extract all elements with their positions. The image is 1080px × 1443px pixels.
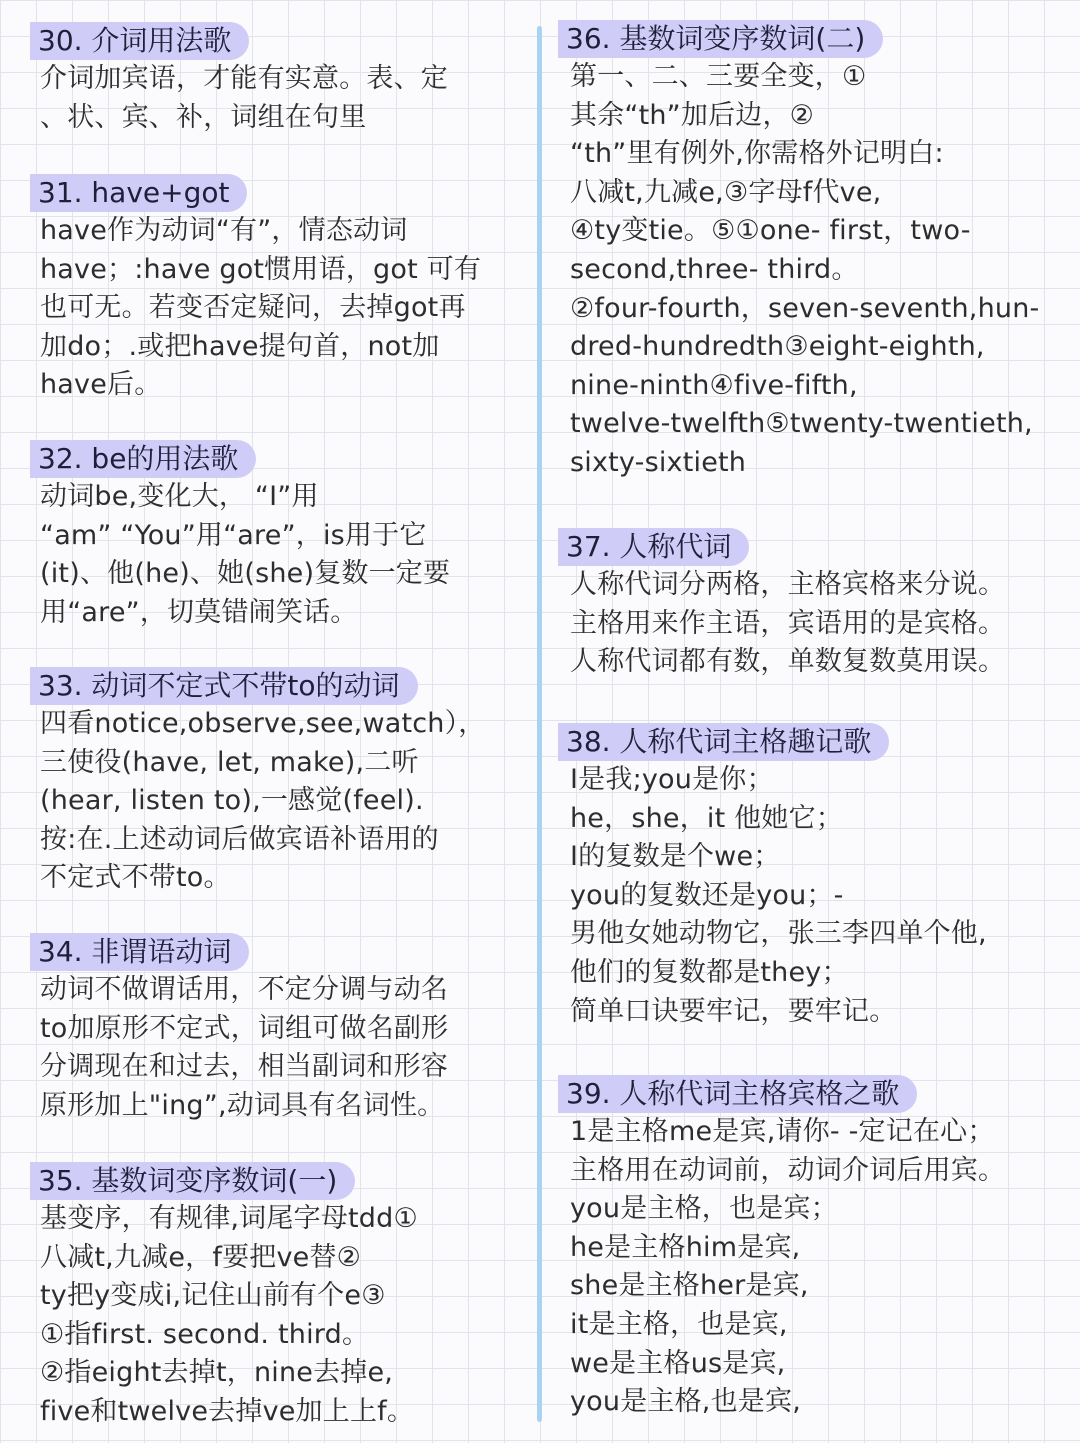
body-line: we是主格us是宾, [570, 1347, 786, 1379]
body-line: 八减t,九减e,③字母f代ve, [570, 176, 882, 208]
section-37 [558, 528, 1005, 682]
body-line: (it)、他(he)、她(she)复数一定要 [40, 558, 451, 590]
body-line: 分调现在和过去，相当副词和形容 [40, 1051, 448, 1083]
body-line: she是主格her是宾, [570, 1270, 809, 1302]
section-32 [30, 440, 450, 632]
body-line: 简单口诀要牢记，要牢记。 [570, 995, 897, 1027]
section-38 [558, 723, 987, 1031]
body-line: twelve-twelfth⑤twenty-twentieth, [570, 408, 1033, 440]
body-line: 也可无。若变否定疑问，去掉got再 [40, 292, 466, 324]
body-line: he是主格him是宾, [570, 1231, 801, 1263]
body-line: ②指eight去掉t，nine去掉e, [40, 1357, 394, 1389]
body-line: (hear, listen to),一感觉(feel). [40, 785, 424, 817]
column-divider [537, 26, 542, 1422]
body-line: nine-ninth④five-fifth, [570, 369, 858, 401]
body-line: I的复数是个we； [570, 841, 781, 873]
body-line: it是主格，也是宾, [570, 1308, 788, 1340]
body-line: sixty-sixtieth [570, 446, 747, 478]
body-line: I是我;you是你； [570, 764, 774, 795]
body-line: he，she，it 他她它； [570, 802, 843, 834]
body-line: 主格用来作主语，宾语用的是宾格。 [570, 607, 1006, 639]
body-line: you是主格,也是宾, [570, 1386, 801, 1418]
section-title: 39. 人称代词主格宾格之歌 [558, 1075, 917, 1113]
body-line: 基变序，有规律,词尾字母tdd① [40, 1203, 418, 1234]
body-line: 他们的复数都是they； [570, 956, 849, 988]
section-title: 35. 基数词变序数词(一) [30, 1162, 355, 1200]
section-36 [558, 20, 1039, 483]
body-line: 人称代词都有数，单数复数莫用误。 [570, 646, 1006, 678]
body-line: second,three- third。 [570, 253, 859, 285]
body-line: 介词加宾语，才能有实意。表、定 [40, 63, 448, 94]
body-line: have后。 [40, 369, 162, 401]
section-39 [558, 1075, 1005, 1422]
body-line: have；:have got惯用语，got 可有 [40, 253, 482, 285]
body-line: 用“are”，切莫错闹笑话。 [40, 596, 358, 628]
body-line: ②four-fourth，seven-seventh,hun- [570, 292, 1040, 324]
body-line: 四看notice,observe,see,watch）， [40, 708, 486, 739]
section-title: 34. 非谓语动词 [30, 933, 249, 971]
body-line: 动词不做谓话用，不定分调与动名 [40, 974, 448, 1005]
body-line: 八减t,九减e，f要把ve替② [40, 1241, 362, 1273]
body-line: ty把y变成i,记住山前有个e③ [40, 1280, 386, 1312]
body-line: dred-hundredth③eight-eighth, [570, 331, 985, 363]
section-title: 38. 人称代词主格趣记歌 [558, 723, 889, 761]
section-34 [30, 933, 448, 1125]
body-line: 、状、宾、补，词组在句里 [40, 101, 367, 133]
body-line: 第一、二、三要全变，① [570, 61, 867, 92]
body-line: 三使役(have, let, make),二听 [40, 746, 419, 778]
section-30 [30, 22, 448, 137]
body-line: ④ty变tie。⑤①one- first，two- [570, 215, 971, 247]
section-title: 30. 介词用法歌 [30, 22, 249, 60]
body-line: 加do；.或把have提句首，not加 [40, 330, 440, 362]
section-title: 37. 人称代词 [558, 528, 749, 566]
body-line: 主格用在动词前，动词介词后用宾。 [570, 1154, 1006, 1186]
section-title: 36. 基数词变序数词(二) [558, 20, 883, 58]
section-title: 32. be的用法歌 [30, 440, 256, 478]
section-33 [30, 667, 486, 898]
body-line: 人称代词分两格，主格宾格来分说。 [570, 569, 1006, 600]
body-line: 男他女她动物它，张三李四单个他, [570, 918, 987, 950]
body-line: 1是主格me是宾,请你- -定记在心； [570, 1116, 995, 1147]
section-35 [30, 1162, 418, 1432]
body-line: 不定式不带to。 [40, 862, 231, 894]
body-line: 其余“th”加后边，② [570, 99, 815, 131]
body-line: “th”里有例外,你需格外记明白: [570, 138, 944, 170]
body-line: to加原形不定式，词组可做名副形 [40, 1012, 449, 1044]
body-line: have作为动词“有”，情态动词 [40, 215, 408, 246]
section-title: 33. 动词不定式不带to的动词 [30, 667, 418, 705]
section-title: 31. have+got [30, 174, 247, 212]
body-line: 原形加上"ing”,动词具有名词性。 [40, 1089, 445, 1121]
body-line: you是主格，也是宾； [570, 1193, 838, 1225]
body-line: five和twelve去掉ve加上上f。 [40, 1395, 415, 1427]
body-line: 按:在.上述动词后做宾语补语用的 [40, 823, 439, 855]
body-line: ①指first. second. third。 [40, 1318, 370, 1350]
section-31 [30, 174, 481, 405]
body-line: you的复数还是you；- [570, 879, 844, 911]
body-line: 动词be,变化大， “I”用 [40, 481, 319, 512]
body-line: “am” “You”用“are”，is用于它 [40, 519, 427, 551]
